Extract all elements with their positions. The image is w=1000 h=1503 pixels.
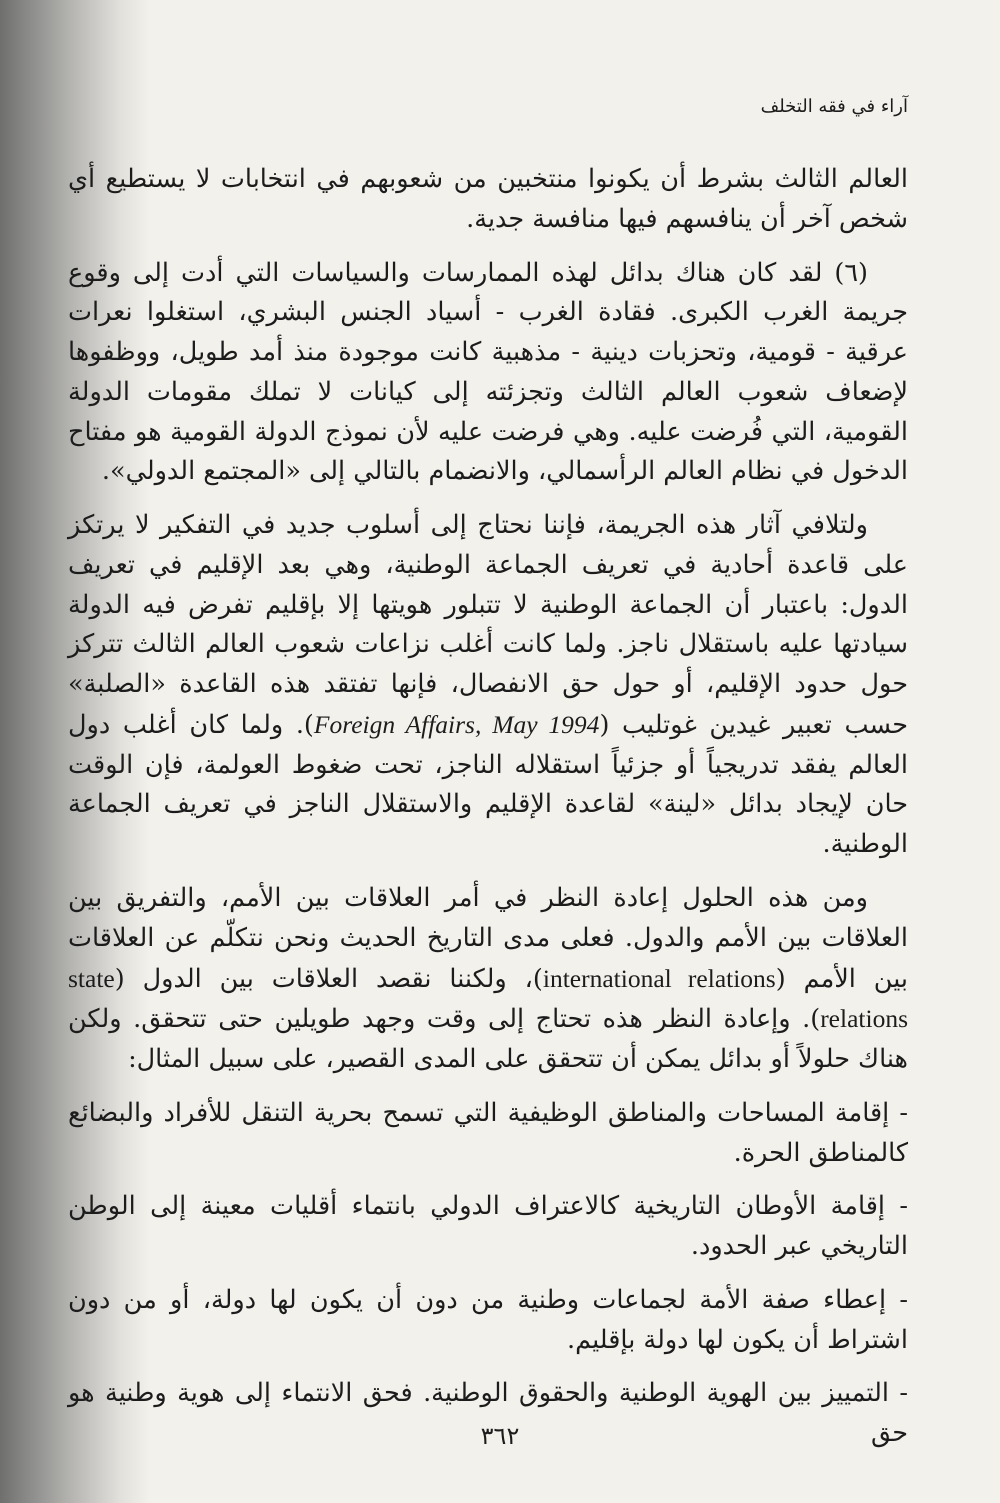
page-body [68,160,908,1468]
paragraph-4-text: ومن هذه الحلول إعادة النظر في أمر العلاقات بين الأمم، والتفريق بين العلاقات بين الأمم والدول. فعلى مدى التاريخ الحديث ونحن نتكلّم عن العلاقات بين الأمم ( [68,883,908,994]
paragraph-3-continued: ). ولما كان أغلب دول العالم يفقد تدريجياً أو جزئياً استقلاله الناجز، تحت ضغوط العولمة، فإن الوقت حان لإيجاد بدائل «لينة» لقاعدة الإقليم والاستقلال الناجز في تعريف الجماعة الوطنية. [68,709,908,860]
paragraph-2: (٦) لقد كان هناك بدائل لهذه الممارسات والسياسات التي أدت إلى وقوع جريمة الغرب الكبرى. فقادة الغرب - أسياد الجنس البشري، استغلوا نعرات عرقية - قومية، وتحزبات دينية - مذهبية كانت موجودة منذ أمد طويل، ووظفوها لإضعاف شعوب العالم الثالث وتجزئته إلى كيانات لا تملك مقومات الدولة القومية، التي فُرضت عليه. وهي فرضت عليه لأن نموذج الدولة القومية هو مفتاح الدخول في نظام العالم الرأسمالي، والانضمام بالتالي إلى «المجتمع الدولي». [68,257,908,487]
running-header: آراء في فقه التخلف [760,96,908,117]
list-item-1: - إقامة المساحات والمناطق الوظيفية التي تسمح بحرية التنقل للأفراد والبضائع كالمناطق الحرة. [68,1097,908,1168]
paragraph-4-end: ). وإعادة النظر هذه تحتاج إلى وقت وجهد طويلين حتى تتحقق. ولكن هناك حلولاً أو بدائل يمكن أن تتحقق على المدى القصير، على سبيل المثال: [68,1004,908,1075]
list-item-2: - إقامة الأوطان التاريخية كالاعتراف الدولي بانتماء أقليات معينة إلى الوطن التاريخي عبر الحدود. [68,1191,908,1262]
list-item-4: - التمييز بين الهوية الوطنية والحقوق الوطنية. فحق الانتماء إلى هوية وطنية هو حق [68,1378,908,1449]
foreign-affairs-citation: Foreign Affairs, May 1994 [313,709,600,739]
paragraph-4 [68,879,908,1080]
paragraph-1: العالم الثالث بشرط أن يكونوا منتخبين من شعوبهم في انتخابات لا يستطيع أي شخص آخر أن ينافسهم فيها منافسة جدية. [68,164,908,234]
paragraph-4-middle: )، ولكننا نقصد العلاقات بين الدول ( [114,963,543,994]
list-item-3: - إعطاء صفة الأمة لجماعات وطنية من دون أن يكون لها دولة، أو من دون اشتراط أن يكون لها دولة بإقليم. [68,1284,908,1355]
paragraph-3 [68,506,908,865]
international-relations-term: international relations [542,963,776,993]
paragraph-3-text: ولتلافي آثار هذه الجريمة، فإننا نحتاج إلى أسلوب جديد في التفكير لا يرتكز على قاعدة أحادية في تعريف الجماعة الوطنية، وهي بعد الإقليم في تعريف الدول: باعتبار أن الجماعة الوطنية لا تتبلور هويتها إلا بإقليم تفرض فيه الدولة سيادتها عليه باستقلال ناجز. ولما كانت أغلب نزاعات شعوب العالم الثالث تتركز حول حدود الإقليم، أو حول حق الانفصال، فإنها تفتقد هذه القاعدة «الصلبة» حسب تعبير غيدين غوتليب ( [68,510,908,740]
state-relations-term: state relations [68,963,908,1034]
page-number: ٣٦٢ [480,1422,520,1450]
